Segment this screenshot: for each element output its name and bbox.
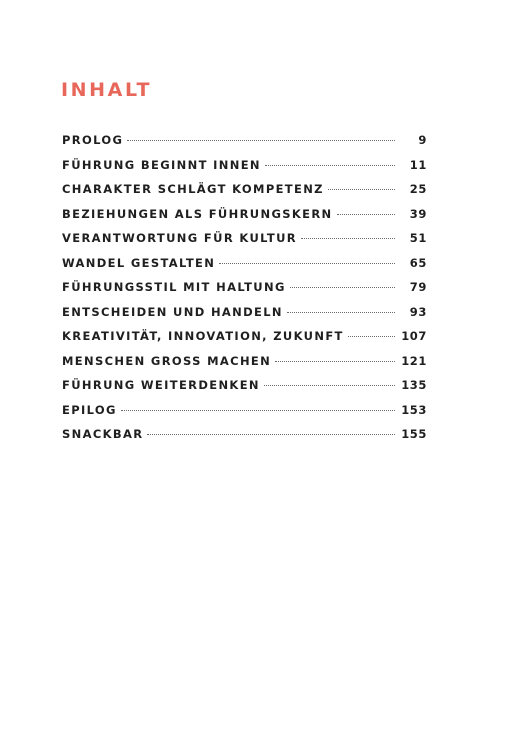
toc-entry[interactable]	[62, 251, 427, 276]
toc-entry[interactable]	[62, 202, 427, 227]
toc-entry-label: BEZIEHUNGEN ALS FÜHRUNGSKERN	[62, 206, 333, 221]
toc-leader-dots	[127, 140, 395, 141]
toc-entry-page: 11	[409, 157, 427, 172]
toc-entry-label: SNACKBAR	[62, 427, 144, 441]
toc-entry-label: FÜHRUNG BEGINNT INNEN	[62, 157, 261, 172]
toc-entry-label: KREATIVITÄT, INNOVATION, ZUKUNFT	[62, 329, 344, 343]
toc-entry-label: WANDEL GESTALTEN	[62, 255, 216, 270]
toc-list	[62, 128, 427, 447]
toc-entry-label: MENSCHEN GROSS MACHEN	[62, 353, 272, 368]
toc-entry-page: 155	[401, 427, 427, 441]
toc-leader-dots	[219, 263, 395, 264]
toc-entry-label: VERANTWORTUNG FÜR KULTUR	[62, 231, 297, 245]
toc-entry[interactable]	[62, 349, 427, 374]
toc-entry-page: 39	[409, 206, 427, 221]
toc-entry-page: 79	[409, 280, 427, 294]
toc-leader-dots	[264, 385, 395, 386]
toc-entry-label: FÜHRUNG WEITERDENKEN	[62, 378, 260, 392]
toc-entry-label: ENTSCHEIDEN UND HANDELN	[62, 304, 283, 319]
toc-entry[interactable]	[62, 177, 427, 202]
toc-leader-dots	[290, 287, 395, 288]
toc-entry-page: 153	[401, 402, 427, 417]
toc-entry-page: 135	[401, 378, 427, 392]
toc-entry-label: CHARAKTER SCHLÄGT KOMPETENZ	[62, 182, 324, 196]
toc-leader-dots	[328, 189, 395, 190]
toc-leader-dots	[301, 238, 395, 239]
toc-entry-label: PROLOG	[62, 133, 124, 147]
toc-entry[interactable]	[62, 300, 427, 325]
toc-leader-dots	[265, 165, 395, 166]
toc-entry-page: 9	[418, 133, 427, 147]
toc-entry[interactable]	[62, 422, 427, 447]
toc-leader-dots	[147, 434, 395, 435]
toc-leader-dots	[275, 361, 395, 362]
toc-entry-page: 121	[401, 353, 427, 368]
toc-leader-dots	[287, 312, 395, 313]
toc-entry[interactable]	[62, 128, 427, 153]
toc-leader-dots	[121, 410, 395, 411]
toc-entry-page: 107	[401, 329, 427, 343]
toc-entry[interactable]	[62, 324, 427, 349]
toc-entry-label: EPILOG	[62, 402, 117, 417]
toc-entry[interactable]	[62, 275, 427, 300]
toc-title: INHALT	[61, 79, 153, 101]
toc-entry[interactable]	[62, 153, 427, 178]
toc-leader-dots	[337, 214, 395, 215]
toc-entry-page: 51	[409, 231, 427, 245]
toc-entry[interactable]	[62, 373, 427, 398]
toc-entry-label: FÜHRUNGSSTIL MIT HALTUNG	[62, 280, 286, 294]
toc-leader-dots	[348, 336, 395, 337]
toc-entry-page: 65	[409, 255, 427, 270]
toc-entry[interactable]	[62, 226, 427, 251]
toc-entry[interactable]	[62, 398, 427, 423]
toc-entry-page: 25	[409, 182, 427, 196]
toc-entry-page: 93	[409, 304, 427, 319]
